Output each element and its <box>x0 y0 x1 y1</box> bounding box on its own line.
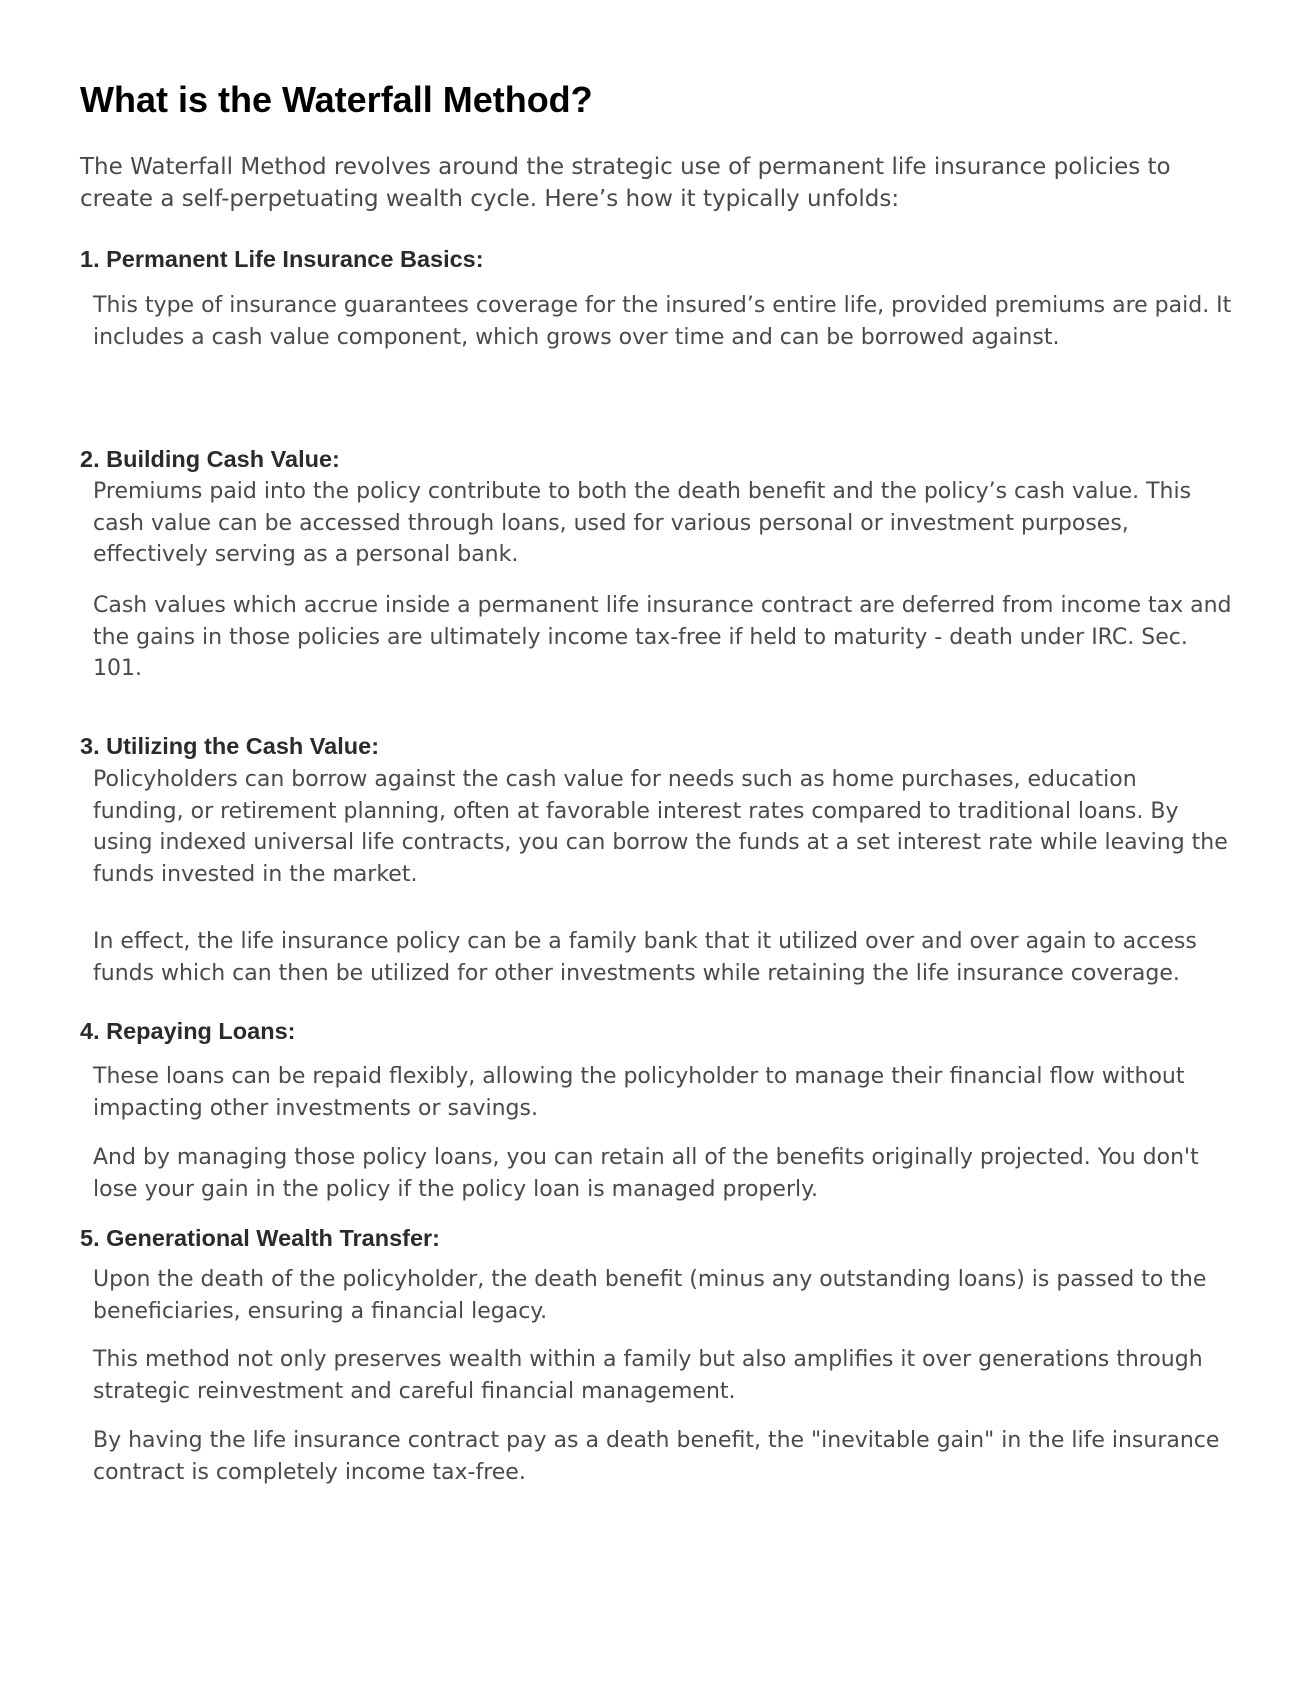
section-heading-building-cash-value: 2. Building Cash Value: <box>80 446 340 472</box>
section-heading-utilizing-cash-value: 3. Utilizing the Cash Value: <box>80 733 380 759</box>
page-title: What is the Waterfall Method? <box>80 79 593 120</box>
section-2-paragraph-1: Premiums paid into the policy contribute to both the death benefit and the policy’s cash value. This cash value can be accessed through loans, used for various personal or investment purposes, effectively serving as a personal bank. <box>93 479 1192 567</box>
section-heading-generational-wealth-transfer: 5. Generational Wealth Transfer: <box>80 1225 441 1251</box>
section-5-paragraph-1: Upon the death of the policyholder, the death benefit (minus any outstanding loans) is passed to the beneficiaries, ensuring a financial legacy. <box>93 1267 1207 1324</box>
section-3-paragraph-1: Policyholders can borrow against the cash value for needs such as home purchases, education funding, or retirement planning, often at favorable interest rates compared to traditional loans. By using indexed universal life contracts, you can borrow the funds at a set interest rate while leaving the funds invested in the market. <box>93 767 1228 887</box>
section-heading-permanent-life-insurance-basics: 1. Permanent Life Insurance Basics: <box>80 246 484 272</box>
section-1-paragraph-1: This type of insurance guarantees coverage for the insured’s entire life, provided premiums are paid. It includes a cash value component, which grows over time and can be borrowed against. <box>93 293 1232 350</box>
section-5-paragraph-2: This method not only preserves wealth within a family but also amplifies it over generations through strategic reinvestment and careful financial management. <box>93 1347 1203 1404</box>
section-4-paragraph-1: These loans can be repaid flexibly, allowing the policyholder to manage their financial flow without impacting other investments or savings. <box>93 1064 1185 1121</box>
section-2-paragraph-2: Cash values which accrue inside a permanent life insurance contract are deferred from income tax and the gains in those policies are ultimately income tax-free if held to maturity - death under IRC. Sec. 101. <box>93 593 1232 681</box>
section-heading-repaying-loans: 4. Repaying Loans: <box>80 1018 296 1044</box>
intro-paragraph: The Waterfall Method revolves around the strategic use of permanent life insurance policies to create a self-perpetuating wealth cycle. Here’s how it typically unfolds: <box>80 154 1171 212</box>
section-4-paragraph-2: And by managing those policy loans, you can retain all of the benefits originally projected. You don't lose your gain in the policy if the policy loan is managed properly. <box>93 1145 1199 1202</box>
section-5-paragraph-3: By having the life insurance contract pay as a death benefit, the "inevitable gain" in the life insurance contract is completely income tax-free. <box>93 1428 1220 1485</box>
section-3-paragraph-2: In effect, the life insurance policy can be a family bank that it utilized over and over again to access funds which can then be utilized for other investments while retaining the life insurance coverage. <box>93 929 1197 986</box>
